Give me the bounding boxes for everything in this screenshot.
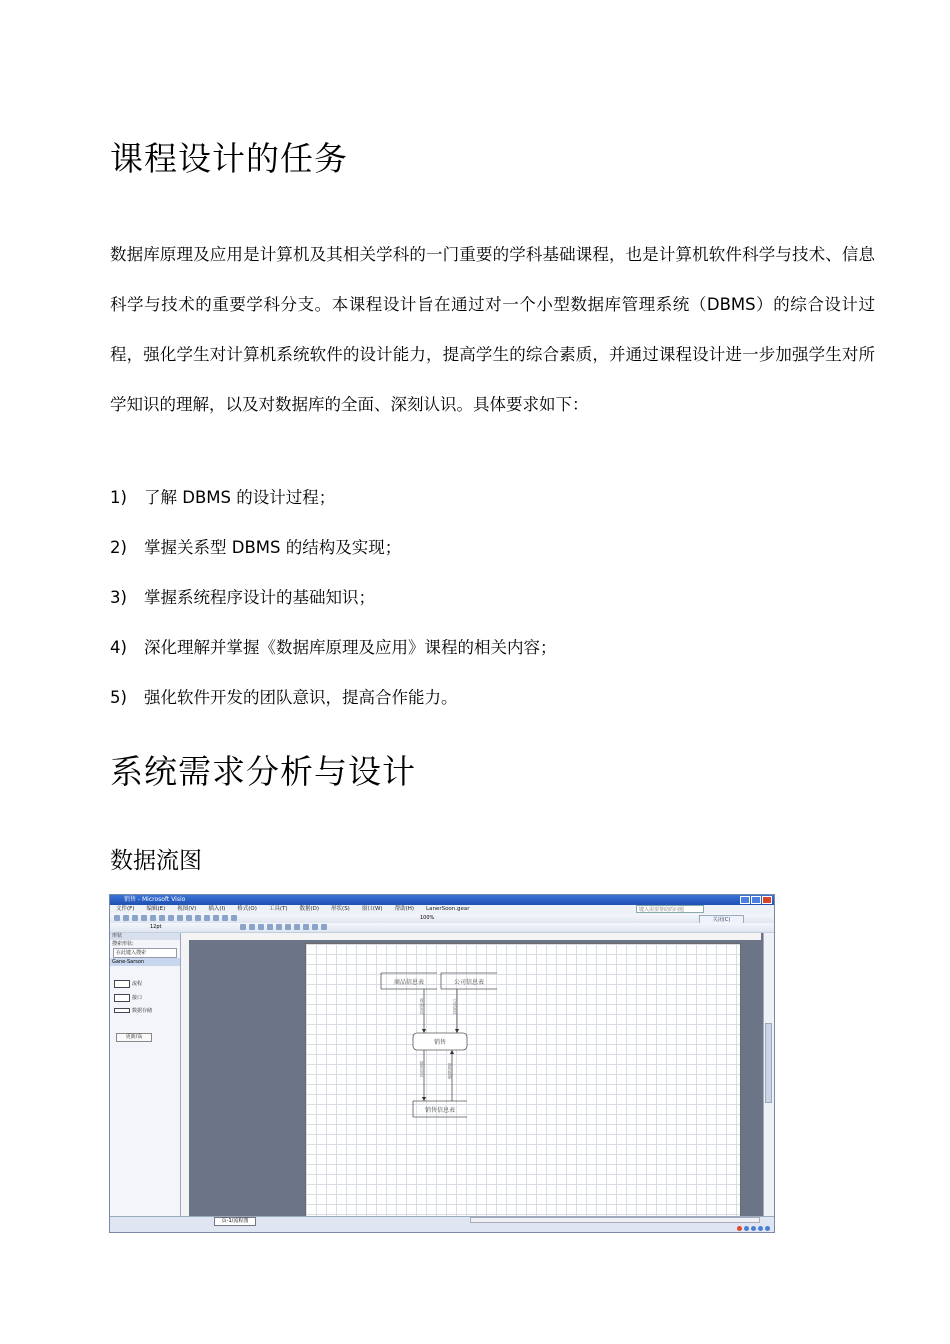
list-item-number: 4): [110, 638, 127, 657]
menu-window[interactable]: 窗口(W): [361, 906, 383, 912]
spell-icon[interactable]: [159, 915, 165, 921]
process-sales[interactable]: [413, 1033, 467, 1050]
data-flow-diagram: [305, 943, 739, 1215]
align-right-icon[interactable]: [285, 924, 291, 930]
shape-search-input[interactable]: 在此键入搜索: [113, 948, 177, 958]
font-size-select[interactable]: 12pt: [150, 924, 162, 930]
entity-sales-info[interactable]: [413, 1101, 467, 1117]
list-item: [110, 528, 557, 578]
shape-label-interface: 接口: [132, 995, 143, 1001]
flow-sales-info[interactable]: [419, 1050, 425, 1099]
flow-sales-data[interactable]: [448, 1052, 453, 1101]
page-tab[interactable]: 页-1/流程图: [214, 1217, 256, 1226]
close-button[interactable]: 关闭(C): [699, 915, 744, 924]
copy-icon[interactable]: [177, 915, 183, 921]
menu-edit[interactable]: 编辑(E): [146, 906, 166, 912]
menu-format[interactable]: 格式(O): [237, 906, 257, 912]
list-item-text: 了解 DBMS 的设计过程；: [144, 488, 336, 507]
tray-network-icon[interactable]: [751, 1226, 756, 1231]
entity-label: 公司信息表: [453, 979, 485, 986]
maximize-icon[interactable]: [751, 896, 761, 904]
flow-goods-info[interactable]: [419, 989, 425, 1031]
tray-volume-icon[interactable]: [758, 1226, 763, 1231]
window-titlebar: [110, 895, 774, 905]
process-label: 销售: [433, 1039, 447, 1046]
list-item-number: 3): [110, 588, 127, 607]
list-item-number: 5): [110, 688, 127, 707]
menu-data[interactable]: 数据(D): [299, 906, 320, 912]
text-icon[interactable]: [231, 915, 237, 921]
connector-icon[interactable]: [222, 915, 228, 921]
flow-company-info[interactable]: [452, 989, 458, 1031]
list-item-number: 1): [110, 488, 127, 507]
close-icon[interactable]: [762, 896, 772, 904]
more-shapes-button[interactable]: 更新/高: [116, 1033, 152, 1042]
list-item: [110, 578, 557, 628]
line-color-icon[interactable]: [312, 924, 318, 930]
section-title-analysis: 系统需求分析与设计: [110, 752, 416, 791]
font-color-icon[interactable]: [294, 924, 300, 930]
section-title-task: 课程设计的任务: [110, 139, 348, 178]
window-title: 销售 - Microsoft Visio: [124, 896, 186, 903]
flow-label: 商品信息: [419, 998, 425, 1014]
paste-icon[interactable]: [186, 915, 192, 921]
list-item-text: 强化软件开发的团队意识，提高合作能力。: [144, 688, 458, 707]
help-search-input[interactable]: 键入需要帮助的问题: [636, 905, 704, 913]
flow-label: 销售信息: [419, 1061, 425, 1077]
zoom-select[interactable]: 100%: [420, 915, 435, 921]
save-icon[interactable]: [132, 915, 138, 921]
system-tray: [737, 1226, 770, 1231]
visio-screenshot: [109, 894, 775, 1233]
italic-icon[interactable]: [249, 924, 255, 930]
flow-label: 公司信息: [452, 998, 458, 1014]
data-store-shape-icon[interactable]: [114, 1008, 130, 1013]
task-paragraph: 数据库原理及应用是计算机及其相关学科的一门重要的学科基础课程，也是计算机软件科学与技术、信息科学与技术的重要学科分支。本课程设计旨在通过对一个小型数据库管理系统（DBMS）的综合设计过程，强化学生对计算机系统软件的设计能力，提高学生的综合素质，并通过课程设计进一步加强学生对所学知识的理解，以及对数据库的全面、深刻认识。具体要求如下：: [110, 245, 875, 414]
bold-icon[interactable]: [240, 924, 246, 930]
menu-help[interactable]: 帮助(H): [394, 906, 415, 912]
align-left-icon[interactable]: [267, 924, 273, 930]
cut-icon[interactable]: [168, 915, 174, 921]
shapes-panel: [110, 933, 181, 1223]
menu-shape[interactable]: 形状(S): [331, 906, 350, 912]
open-icon[interactable]: [123, 915, 129, 921]
scroll-thumb[interactable]: [765, 1023, 772, 1103]
tray-lang-icon[interactable]: [744, 1226, 749, 1231]
tray-settings-icon[interactable]: [765, 1226, 770, 1231]
format-toolbar: [110, 923, 774, 933]
shapes-panel-header: 形状: [110, 933, 180, 940]
status-bar: [110, 1216, 774, 1232]
redo-icon[interactable]: [204, 915, 210, 921]
menu-view[interactable]: 视图(V): [177, 906, 197, 912]
entity-label: 销售信息表: [424, 1107, 456, 1114]
window-controls: [740, 896, 772, 904]
undo-icon[interactable]: [195, 915, 201, 921]
list-item: [110, 678, 557, 728]
process-shape-icon[interactable]: [114, 980, 130, 988]
stencil-title[interactable]: Gane-Sarson: [110, 958, 180, 966]
tray-app-icon[interactable]: [737, 1226, 742, 1231]
menu-addon[interactable]: LanerSoon.gear: [426, 906, 470, 912]
flow-label: 销售数据: [447, 1063, 453, 1079]
menu-tools[interactable]: 工具(T): [268, 906, 288, 912]
requirements-list: [110, 478, 557, 728]
menu-file[interactable]: 文件(F): [116, 906, 135, 912]
shape-search-label: 搜索形状:: [112, 941, 134, 947]
fill-color-icon[interactable]: [303, 924, 309, 930]
list-item-number: 2): [110, 538, 127, 557]
list-item: [110, 628, 557, 678]
entity-company-info[interactable]: [441, 973, 497, 989]
shape-label-data-store: 数据存储: [132, 1008, 153, 1014]
vertical-scrollbar[interactable]: [763, 933, 774, 1217]
list-item-text: 掌握关系型 DBMS 的结构及实现；: [144, 538, 402, 557]
list-item-text: 掌握系统程序设计的基础知识；: [144, 588, 375, 607]
preview-icon[interactable]: [150, 915, 156, 921]
shape-label-process: 流程: [132, 981, 143, 987]
print-icon[interactable]: [141, 915, 147, 921]
list-item: [110, 478, 557, 528]
align-center-icon[interactable]: [276, 924, 282, 930]
entity-label: 商品信息表: [393, 979, 425, 986]
menu-insert[interactable]: 插入(I): [208, 906, 226, 912]
subsection-title-dfd: 数据流图: [110, 848, 202, 874]
minimize-icon[interactable]: [740, 896, 750, 904]
new-icon[interactable]: [114, 915, 120, 921]
entity-goods-info[interactable]: [381, 973, 437, 989]
horizontal-scrollbar[interactable]: [470, 1217, 760, 1223]
pointer-icon[interactable]: [213, 915, 219, 921]
line-style-icon[interactable]: [321, 924, 327, 930]
list-item-text: 深化理解并掌握《数据库原理及应用》课程的相关内容；: [144, 638, 557, 657]
interface-shape-icon[interactable]: [114, 994, 130, 1002]
underline-icon[interactable]: [258, 924, 264, 930]
